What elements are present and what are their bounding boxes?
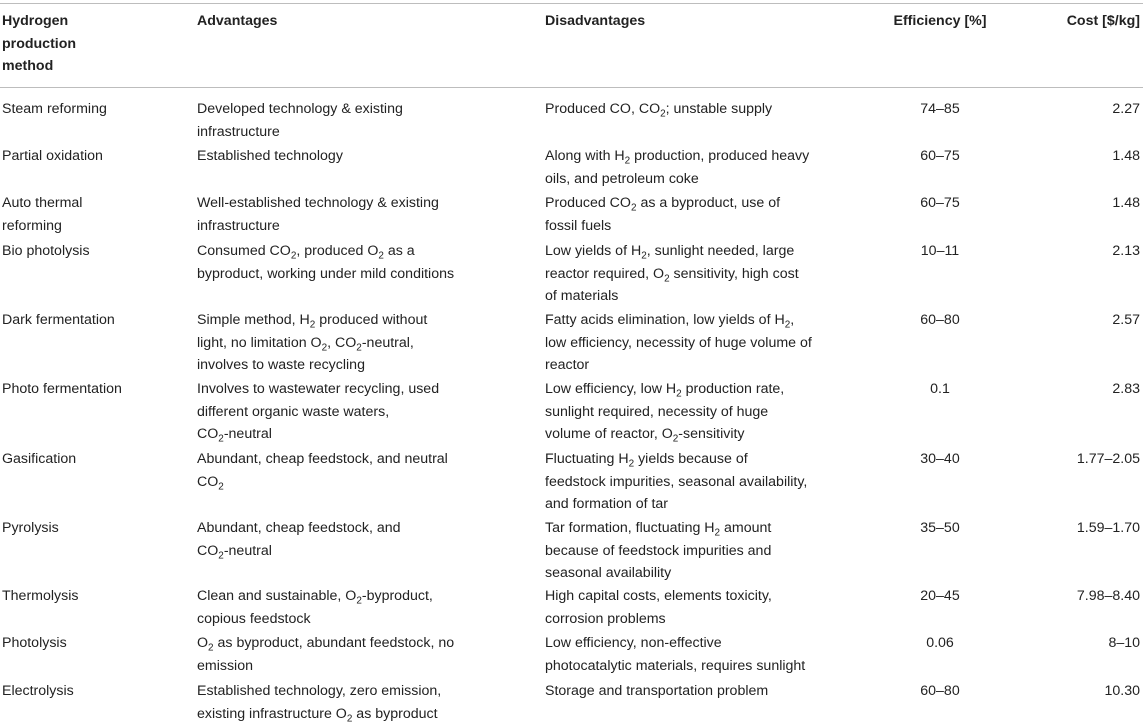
efficiency-cell <box>880 585 1000 608</box>
advantages-cell-line: light, no limitation $O_2$, $CO_2$-neutral, <box>197 332 532 355</box>
method-cell-line: Photolysis <box>2 632 190 655</box>
efficiency-cell <box>880 309 1000 332</box>
disadvantages-cell-line: Tar formation, fluctuating $H_2$ amount <box>545 517 845 540</box>
advantages-cell-line: $CO_2$-neutral <box>197 540 532 563</box>
header-method <box>2 10 190 78</box>
disadvantages-cell-line: Along with $H_2$ production, produced heavy <box>545 145 845 168</box>
header-disadvantages: Disadvantages <box>545 10 845 33</box>
advantages-cell-line: infrastructure <box>197 215 532 238</box>
disadvantages-cell-line: High capital costs, elements toxicity, <box>545 585 845 608</box>
advantages-cell <box>197 680 532 725</box>
disadvantages-cell-line: feedstock impurities, seasonal availability, <box>545 471 845 494</box>
cost-cell-line: 7.98–8.40 <box>1000 585 1140 608</box>
disadvantages-cell <box>545 448 845 516</box>
disadvantages-cell-line: Fluctuating $H_2$ yields because of <box>545 448 845 471</box>
method-cell <box>2 240 190 263</box>
disadvantages-cell <box>545 378 845 446</box>
disadvantages-cell-line: Produced $CO_2$ as a byproduct, use of <box>545 192 845 215</box>
efficiency-cell-line: 0.1 <box>880 378 1000 401</box>
cost-cell <box>1000 632 1140 655</box>
cost-cell-line: 2.57 <box>1000 309 1140 332</box>
header-method-line: production <box>2 33 190 56</box>
disadvantages-cell-line: because of feedstock impurities and <box>545 540 845 563</box>
disadvantages-cell <box>545 240 845 308</box>
method-cell-line: Auto thermal <box>2 192 190 215</box>
header-method-line: method <box>2 55 190 78</box>
advantages-cell-line: existing infrastructure $O_2$ as byproduct <box>197 703 532 725</box>
header-cost: Cost [$/kg] <box>1000 10 1140 33</box>
advantages-cell-line: Abundant, cheap feedstock, and neutral <box>197 448 532 471</box>
advantages-cell <box>197 585 532 630</box>
disadvantages-cell <box>545 192 845 237</box>
advantages-cell-line: emission <box>197 655 532 678</box>
method-cell-line: Dark fermentation <box>2 309 190 332</box>
efficiency-cell <box>880 378 1000 401</box>
efficiency-cell-line: 35–50 <box>880 517 1000 540</box>
advantages-cell-line: Established technology <box>197 145 532 168</box>
advantages-cell <box>197 240 532 285</box>
disadvantages-cell-line: oils, and petroleum coke <box>545 168 845 191</box>
efficiency-cell-line: 60–80 <box>880 309 1000 332</box>
cost-cell <box>1000 378 1140 401</box>
disadvantages-cell-line: Low efficiency, low $H_2$ production rate, <box>545 378 845 401</box>
method-cell-line: Pyrolysis <box>2 517 190 540</box>
method-cell-line: Steam reforming <box>2 98 190 121</box>
efficiency-cell <box>880 448 1000 471</box>
disadvantages-cell-line: low efficiency, necessity of huge volume of <box>545 332 845 355</box>
advantages-cell-line: $CO_2$-neutral <box>197 423 532 446</box>
method-cell-line: Photo fermentation <box>2 378 190 401</box>
method-cell <box>2 632 190 655</box>
advantages-cell <box>197 517 532 562</box>
advantages-cell-line: involves to waste recycling <box>197 354 532 377</box>
method-cell <box>2 517 190 540</box>
advantages-cell-line: copious feedstock <box>197 608 532 631</box>
disadvantages-cell <box>545 98 845 121</box>
efficiency-cell-line: 10–11 <box>880 240 1000 263</box>
efficiency-cell <box>880 240 1000 263</box>
disadvantages-cell <box>545 517 845 585</box>
cost-cell <box>1000 680 1140 703</box>
efficiency-cell <box>880 192 1000 215</box>
header-method-line: Hydrogen <box>2 10 190 33</box>
method-cell-line: Gasification <box>2 448 190 471</box>
efficiency-cell <box>880 98 1000 121</box>
disadvantages-cell-line: corrosion problems <box>545 608 845 631</box>
cost-cell-line: 1.59–1.70 <box>1000 517 1140 540</box>
disadvantages-cell <box>545 585 845 630</box>
cost-cell <box>1000 192 1140 215</box>
efficiency-cell-line: 30–40 <box>880 448 1000 471</box>
advantages-cell-line: $O_2$ as byproduct, abundant feedstock, no <box>197 632 532 655</box>
disadvantages-cell-line: sunlight required, necessity of huge <box>545 401 845 424</box>
method-cell-line: Bio photolysis <box>2 240 190 263</box>
advantages-cell-line: Consumed $CO_2$, produced $O_2$ as a <box>197 240 532 263</box>
advantages-cell <box>197 98 532 143</box>
advantages-cell-line: Clean and sustainable, $O_2$-byproduct, <box>197 585 532 608</box>
disadvantages-cell-line: Low efficiency, non-effective <box>545 632 845 655</box>
method-cell-line: Thermolysis <box>2 585 190 608</box>
table-top-rule <box>0 3 1143 4</box>
advantages-cell-line: Simple method, $H_2$ produced without <box>197 309 532 332</box>
efficiency-cell <box>880 632 1000 655</box>
disadvantages-cell-line: Storage and transportation problem <box>545 680 845 703</box>
disadvantages-cell-line: seasonal availability <box>545 562 845 585</box>
advantages-cell-line: Developed technology & existing <box>197 98 532 121</box>
advantages-cell <box>197 145 532 168</box>
efficiency-cell-line: 60–75 <box>880 145 1000 168</box>
advantages-cell <box>197 309 532 377</box>
header-advantages: Advantages <box>197 10 532 33</box>
advantages-cell-line: Well-established technology & existing <box>197 192 532 215</box>
cost-cell <box>1000 517 1140 540</box>
advantages-cell <box>197 378 532 446</box>
cost-cell-line: 1.48 <box>1000 192 1140 215</box>
efficiency-cell-line: 20–45 <box>880 585 1000 608</box>
cost-cell-line: 1.48 <box>1000 145 1140 168</box>
method-cell-line: Electrolysis <box>2 680 190 703</box>
advantages-cell-line: Involves to wastewater recycling, used <box>197 378 532 401</box>
advantages-cell-line: Abundant, cheap feedstock, and <box>197 517 532 540</box>
advantages-cell <box>197 632 532 677</box>
advantages-cell <box>197 192 532 237</box>
efficiency-cell-line: 60–75 <box>880 192 1000 215</box>
efficiency-cell-line: 60–80 <box>880 680 1000 703</box>
method-cell <box>2 448 190 471</box>
advantages-cell-line: different organic waste waters, <box>197 401 532 424</box>
disadvantages-cell-line: photocatalytic materials, requires sunlight <box>545 655 845 678</box>
advantages-cell-line: $CO_2$ <box>197 471 532 494</box>
cost-cell-line: 2.83 <box>1000 378 1140 401</box>
header-efficiency: Efficiency [%] <box>880 10 1000 33</box>
disadvantages-cell-line: reactor <box>545 354 845 377</box>
cost-cell <box>1000 240 1140 263</box>
method-cell-line: reforming <box>2 215 190 238</box>
disadvantages-cell <box>545 309 845 377</box>
disadvantages-cell <box>545 632 845 677</box>
cost-cell <box>1000 448 1140 471</box>
advantages-cell-line: infrastructure <box>197 121 532 144</box>
cost-cell-line: 8–10 <box>1000 632 1140 655</box>
cost-cell-line: 2.27 <box>1000 98 1140 121</box>
method-cell <box>2 585 190 608</box>
cost-cell-line: 2.13 <box>1000 240 1140 263</box>
disadvantages-cell-line: Low yields of $H_2$, sunlight needed, large <box>545 240 845 263</box>
disadvantages-cell-line: of materials <box>545 285 845 308</box>
disadvantages-cell <box>545 680 845 703</box>
disadvantages-cell <box>545 145 845 190</box>
efficiency-cell-line: 74–85 <box>880 98 1000 121</box>
disadvantages-cell-line: Produced CO, $CO_2$; unstable supply <box>545 98 845 121</box>
method-cell <box>2 98 190 121</box>
cost-cell <box>1000 585 1140 608</box>
cost-cell <box>1000 98 1140 121</box>
method-cell <box>2 378 190 401</box>
cost-cell <box>1000 145 1140 168</box>
disadvantages-cell-line: Fatty acids elimination, low yields of $H_2$, <box>545 309 845 332</box>
advantages-cell-line: byproduct, working under mild conditions <box>197 263 532 286</box>
method-cell <box>2 192 190 237</box>
method-cell-line: Partial oxidation <box>2 145 190 168</box>
cost-cell <box>1000 309 1140 332</box>
efficiency-cell-line: 0.06 <box>880 632 1000 655</box>
efficiency-cell <box>880 680 1000 703</box>
advantages-cell-line: Established technology, zero emission, <box>197 680 532 703</box>
method-cell <box>2 145 190 168</box>
advantages-cell <box>197 448 532 493</box>
cost-cell-line: 10.30 <box>1000 680 1140 703</box>
efficiency-cell <box>880 145 1000 168</box>
method-cell <box>2 680 190 703</box>
disadvantages-cell-line: fossil fuels <box>545 215 845 238</box>
disadvantages-cell-line: volume of reactor, $O_2$-sensitivity <box>545 423 845 446</box>
cost-cell-line: 1.77–2.05 <box>1000 448 1140 471</box>
method-cell <box>2 309 190 332</box>
disadvantages-cell-line: and formation of tar <box>545 493 845 516</box>
efficiency-cell <box>880 517 1000 540</box>
disadvantages-cell-line: reactor required, $O_2$ sensitivity, high cost <box>545 263 845 286</box>
header-bottom-rule <box>0 87 1143 88</box>
